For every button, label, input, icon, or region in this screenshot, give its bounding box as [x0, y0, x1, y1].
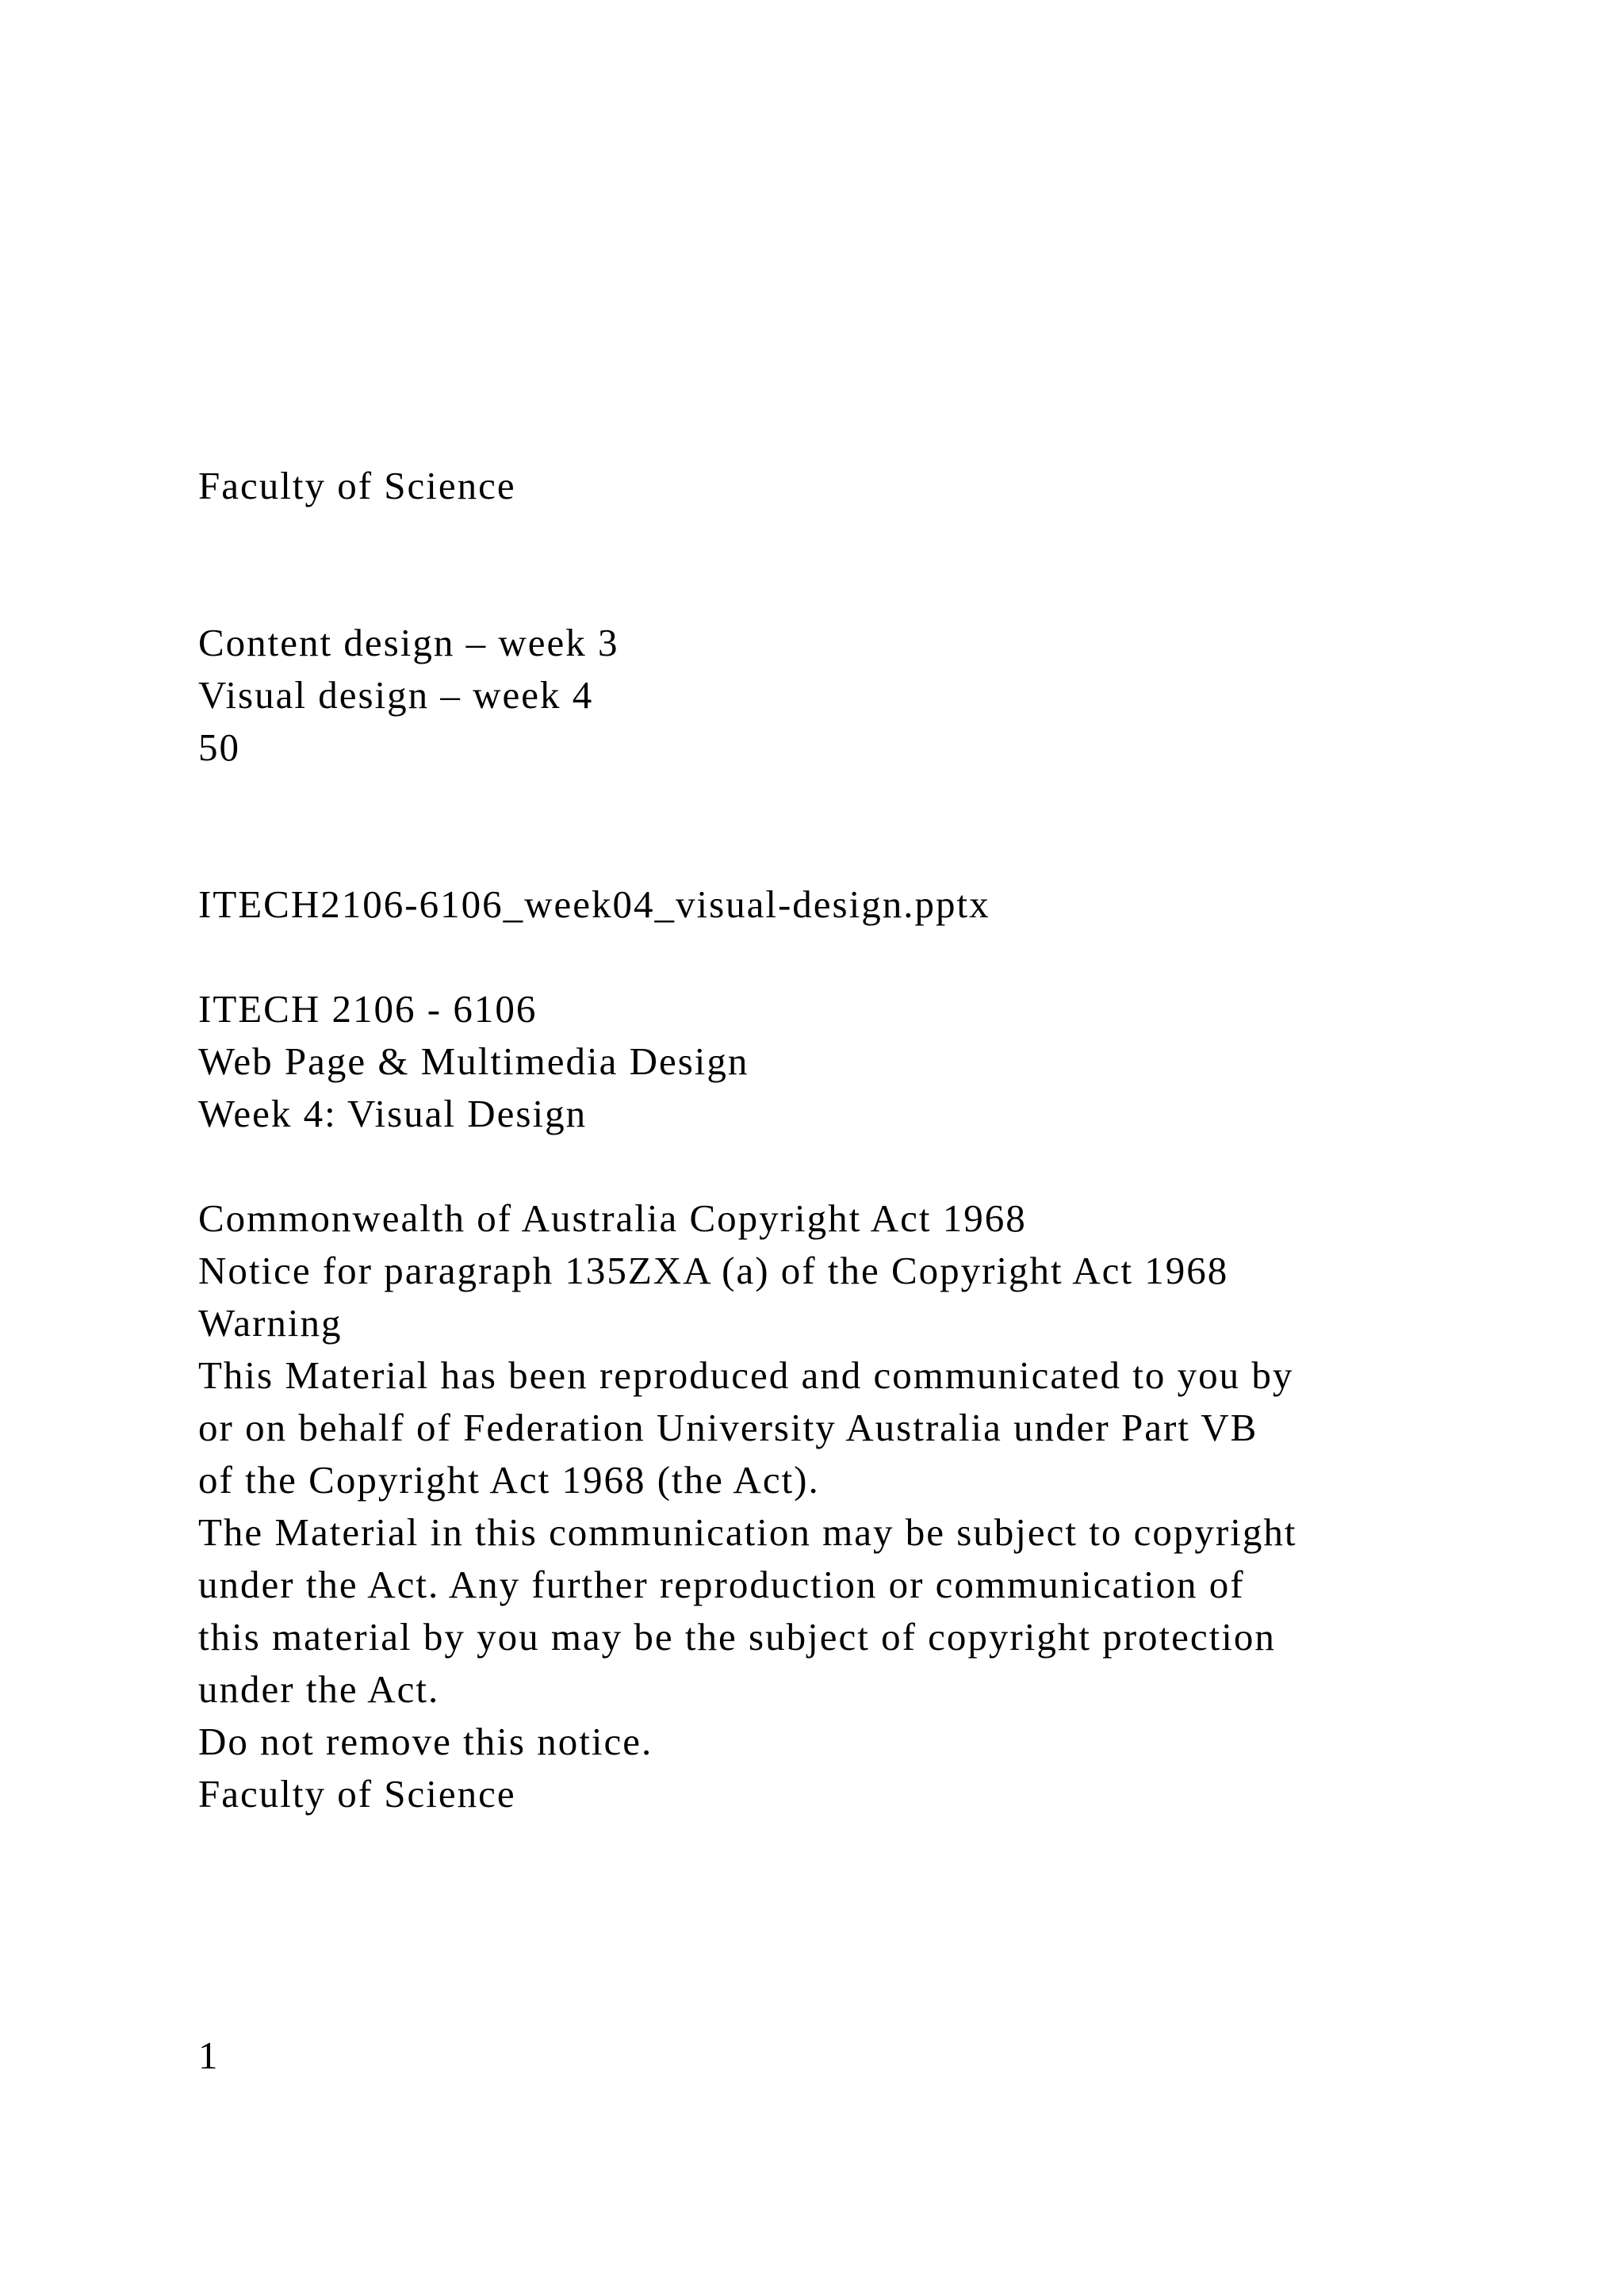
course-code: ITECH 2106 - 6106: [198, 987, 538, 1031]
file-name: ITECH2106-6106_week04_visual-design.pptx: [198, 882, 990, 926]
faculty-header: Faculty of Science: [198, 464, 516, 507]
week-title: Week 4: Visual Design: [198, 1092, 588, 1135]
course-name: Web Page & Multimedia Design: [198, 1039, 749, 1083]
copyright-notice-line: This Material has been reproduced and communicated to you by: [198, 1353, 1294, 1397]
copyright-notice-line: The Material in this communication may be subject to copyright: [198, 1510, 1297, 1554]
footer-faculty: Faculty of Science: [198, 1772, 516, 1816]
copyright-notice-line: this material by you may be the subject of copyright protection: [198, 1615, 1276, 1659]
visual-design-line: Visual design – week 4: [198, 673, 594, 717]
copyright-notice-line: under the Act.: [198, 1667, 440, 1711]
content-design-line: Content design – week 3: [198, 621, 619, 664]
page-number: 1: [198, 2034, 220, 2077]
copyright-notice-line: Commonwealth of Australia Copyright Act 1968: [198, 1196, 1027, 1240]
copyright-notice-line: Warning: [198, 1301, 343, 1345]
count-value: 50: [198, 725, 240, 769]
copyright-notice-line: under the Act. Any further reproduction or communication of: [198, 1563, 1245, 1606]
copyright-notice-line: Notice for paragraph 135ZXA (a) of the Copyright Act 1968: [198, 1249, 1229, 1292]
copyright-notice-line: Do not remove this notice.: [198, 1720, 653, 1763]
copyright-notice-line: or on behalf of Federation University Australia under Part VB: [198, 1406, 1258, 1449]
copyright-notice-line: of the Copyright Act 1968 (the Act).: [198, 1458, 820, 1502]
